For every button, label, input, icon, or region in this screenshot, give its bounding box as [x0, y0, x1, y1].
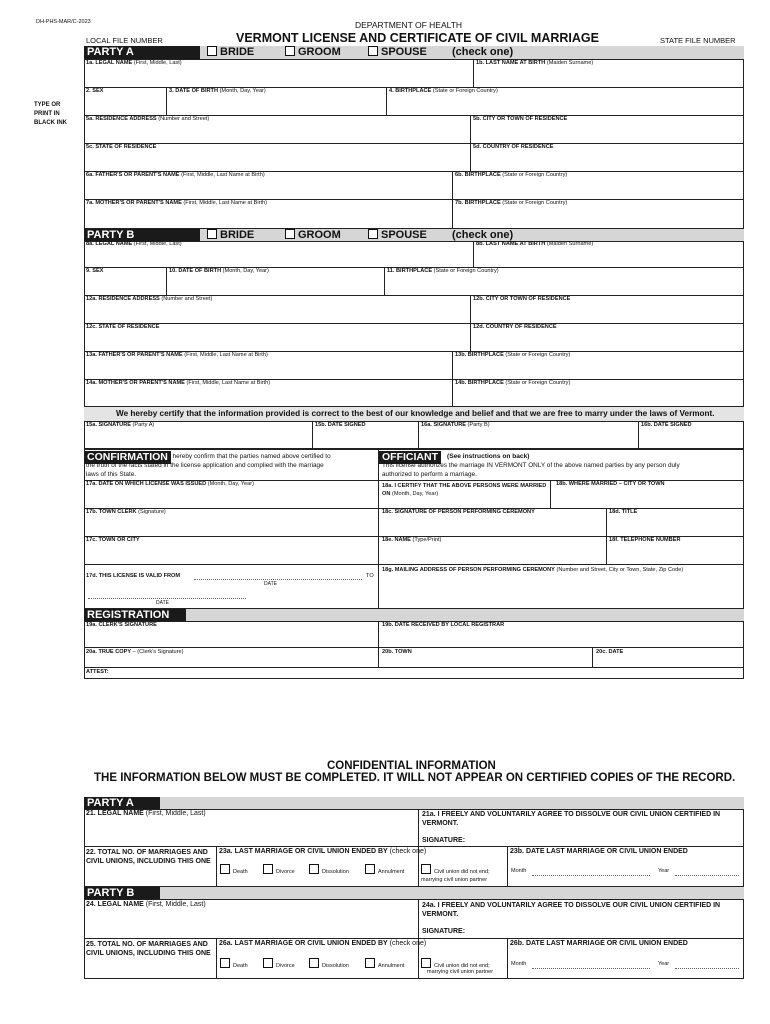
party-a-bride-option[interactable]: BRIDE: [207, 46, 254, 58]
attest-label: ATTEST:: [86, 669, 109, 675]
ended-death-a[interactable]: Death: [220, 864, 248, 876]
checkbox-icon[interactable]: [263, 958, 273, 968]
registration-title: REGISTRATION: [84, 609, 186, 622]
field-20b[interactable]: 20b. TOWN: [382, 649, 412, 655]
field-6b[interactable]: 6b. BIRTHPLACE (State or Foreign Country): [455, 172, 568, 178]
field-24a[interactable]: 24a. I FREELY AND VOLUNTARILY AGREE TO DISSOLVE OUR CIVIL UNION CERTIFIED IN VERMONT.: [422, 902, 721, 918]
checkbox-icon[interactable]: [365, 864, 375, 874]
field-9[interactable]: 9. SEX: [86, 268, 104, 274]
field-21a[interactable]: 21a. I FREELY AND VOLUNTARILY AGREE TO DISSOLVE OUR CIVIL UNION CERTIFIED IN VERMONT.: [422, 811, 721, 827]
field-26b[interactable]: 26b. DATE LAST MARRIAGE OR CIVIL UNION ENDED: [510, 940, 688, 947]
confirmation-text-2: the truth of the facts stated in the license application and complied with the marriage: [86, 462, 324, 469]
field-15b[interactable]: 15b. DATE SIGNED: [315, 422, 366, 428]
field-20a[interactable]: 20a. TRUE COPY – (Clerk's Signature): [86, 649, 184, 655]
ended-civil-a-2: marrying civil union partner: [421, 877, 488, 883]
field-17a[interactable]: 17a. DATE ON WHICH LICENSE WAS ISSUED (Month, Day, Year): [86, 481, 254, 487]
ended-dissolution-b[interactable]: Dissolution: [309, 958, 349, 970]
field-2[interactable]: 2. SEX: [86, 88, 104, 94]
checkbox-icon[interactable]: [285, 46, 295, 56]
field-6a[interactable]: 6a. FATHER'S OR PARENT'S NAME (First, Middle, Last Name at Birth): [86, 172, 265, 178]
confirmation-text-3: laws of this State.: [86, 471, 137, 478]
local-file-number-label: LOCAL FILE NUMBER: [86, 36, 163, 45]
conf-party-a-bar: [84, 797, 744, 809]
field-1b[interactable]: 1b. LAST NAME AT BIRTH (Maiden Surname): [476, 60, 594, 66]
month-line-a[interactable]: [532, 875, 650, 876]
month-label-a: Month: [511, 868, 527, 874]
officiant-instructions: (See instructions on back): [447, 453, 530, 460]
field-4[interactable]: 4. BIRTHPLACE (State or Foreign Country): [389, 88, 498, 94]
field-16b[interactable]: 16b. DATE SIGNED: [641, 422, 692, 428]
checkbox-icon[interactable]: [207, 46, 217, 56]
party-a-spouse-option[interactable]: SPOUSE: [368, 46, 427, 58]
confirmation-title: CONFIRMATION: [84, 451, 171, 464]
field-26a[interactable]: 26a. LAST MARRIAGE OR CIVIL UNION ENDED BY (check one): [219, 940, 427, 947]
checkbox-icon[interactable]: [285, 229, 295, 239]
checkbox-icon[interactable]: [368, 46, 378, 56]
conf-party-b-title: PARTY B: [84, 887, 160, 900]
field-13b[interactable]: 13b. BIRTHPLACE (State or Foreign Country): [455, 352, 571, 358]
checkbox-icon[interactable]: [220, 864, 230, 874]
officiant-title: OFFICIANT: [379, 451, 441, 464]
officiant-text-2: authorized to perform a marriage.: [382, 471, 477, 478]
field-5c[interactable]: 5c. STATE OF RESIDENCE: [86, 144, 157, 150]
checkbox-icon[interactable]: [421, 864, 431, 874]
month-line-b[interactable]: [532, 968, 650, 969]
field-25[interactable]: 25. TOTAL NO. OF MARRIAGES AND CIVIL UNIONS, INCLUDING THIS ONE: [86, 941, 211, 957]
date-caption-2: DATE: [156, 600, 169, 606]
field-24[interactable]: 24. LEGAL NAME (First, Middle, Last): [86, 901, 206, 908]
valid-to-line[interactable]: [88, 598, 246, 599]
party-b-spouse-option[interactable]: SPOUSE: [368, 229, 427, 241]
ended-civil-b[interactable]: Civil union did not end;: [421, 958, 490, 970]
party-b-check-one: (check one): [452, 229, 514, 241]
checkbox-icon[interactable]: [207, 229, 217, 239]
checkbox-icon[interactable]: [421, 958, 431, 968]
checkbox-icon[interactable]: [365, 958, 375, 968]
field-7b[interactable]: 7b. BIRTHPLACE (State or Foreign Country): [455, 200, 568, 206]
field-5b[interactable]: 5b. CITY OR TOWN OF RESIDENCE: [473, 116, 568, 122]
year-label-b: Year: [658, 961, 670, 967]
year-line-a[interactable]: [675, 875, 739, 876]
ended-divorce-b[interactable]: Divorce: [263, 958, 295, 970]
checkbox-icon[interactable]: [309, 864, 319, 874]
checkbox-icon[interactable]: [309, 958, 319, 968]
party-a-check-one: (check one): [452, 46, 514, 58]
signature-label-b: SIGNATURE:: [422, 928, 466, 935]
conf-party-b-bar: [84, 887, 744, 899]
field-18d[interactable]: 18d. TITLE: [609, 509, 638, 515]
officiant-text-1: This license authorizes the marriage IN VERMONT ONLY of the above named parties by any person duly: [382, 462, 680, 469]
field-21[interactable]: 21. LEGAL NAME (First, Middle, Last): [86, 810, 206, 817]
confidential-subtitle: THE INFORMATION BELOW MUST BE COMPLETED. IT WILL NOT APPEAR ON CERTIFIED COPIES OF THE RECORD.: [94, 772, 736, 784]
ended-civil-b-2: marrying civil union partner: [427, 969, 494, 975]
field-19a[interactable]: 19a. CLERK'S SIGNATURE: [86, 622, 157, 628]
field-7a[interactable]: 7a. MOTHER'S OR PARENT'S NAME (First, Middle, Last Name at Birth): [86, 200, 267, 206]
field-17b[interactable]: 17b. TOWN CLERK (Signature): [86, 509, 166, 515]
field-12d[interactable]: 12d. COUNTRY OF RESIDENCE: [473, 324, 557, 330]
ended-annulment-a[interactable]: Annulment: [365, 864, 404, 876]
field-14a[interactable]: 14a. MOTHER'S OR PARENT'S NAME (First, Middle, Last Name at Birth): [86, 380, 271, 386]
field-18b[interactable]: 18b. WHERE MARRIED – CITY OR TOWN: [556, 481, 665, 487]
checkbox-icon[interactable]: [220, 958, 230, 968]
confirmation-text-1: I hereby confirm that the parties named above certified to: [169, 453, 331, 460]
field-16a[interactable]: 16a. SIGNATURE (Party B): [421, 422, 490, 428]
state-file-number-label: STATE FILE NUMBER: [660, 36, 736, 45]
year-line-b[interactable]: [675, 968, 739, 969]
field-5d[interactable]: 5d. COUNTRY OF RESIDENCE: [473, 144, 554, 150]
checkbox-icon[interactable]: [263, 864, 273, 874]
field-14b[interactable]: 14b. BIRTHPLACE (State or Foreign Country): [455, 380, 571, 386]
field-8b[interactable]: 8b. LAST NAME AT BIRTH (Maiden Surname): [476, 241, 594, 247]
field-3[interactable]: 3. DATE OF BIRTH (Month, Day, Year): [169, 88, 266, 94]
valid-from-line[interactable]: [194, 579, 362, 580]
party-b-title: PARTY B: [84, 229, 200, 242]
party-b-groom-option[interactable]: GROOM: [285, 229, 341, 241]
month-label-b: Month: [511, 961, 527, 967]
field-19b[interactable]: 19b. DATE RECEIVED BY LOCAL REGISTRAR: [382, 622, 505, 628]
field-17c[interactable]: 17c. TOWN OR CITY: [86, 537, 140, 543]
form-id: DH-PHS-MAR/C-2023: [36, 19, 91, 25]
field-12c[interactable]: 12c. STATE OF RESIDENCE: [86, 324, 160, 330]
field-17d[interactable]: 17d. THIS LICENSE IS VALID FROM: [86, 573, 181, 579]
signature-label-a: SIGNATURE:: [422, 837, 466, 844]
field-23a[interactable]: 23a. LAST MARRIAGE OR CIVIL UNION ENDED BY (check one): [219, 848, 427, 855]
field-12a[interactable]: 12a. RESIDENCE ADDRESS (Number and Street): [86, 296, 213, 302]
field-13a[interactable]: 13a. FATHER'S OR PARENT'S NAME (First, Middle, Last Name at Birth): [86, 352, 268, 358]
ended-annulment-b[interactable]: Annulment: [365, 958, 404, 970]
certification-statement: We hereby certify that the information provided is correct to the best of our knowledge and belief and that we are free to marry under the laws of Vermont.: [116, 409, 715, 418]
valid-to-label: TO: [366, 573, 374, 579]
ended-dissolution-a[interactable]: Dissolution: [309, 864, 349, 876]
field-18a[interactable]: 18a. I CERTIFY THAT THE ABOVE PERSONS WERE MARRIED ON (Month, Day, Year): [382, 483, 547, 497]
ended-civil-a[interactable]: Civil union did not end;: [421, 864, 490, 876]
field-18f[interactable]: 18f. TELEPHONE NUMBER: [609, 537, 681, 543]
ink-instruction: TYPE OR PRINT IN BLACK INK: [34, 102, 67, 126]
party-b-bride-option[interactable]: BRIDE: [207, 229, 254, 241]
field-18c[interactable]: 18c. SIGNATURE OF PERSON PERFORMING CEREMONY: [382, 509, 535, 515]
field-5a[interactable]: 5a. RESIDENCE ADDRESS (Number and Street): [86, 116, 210, 122]
field-18g[interactable]: 18g. MAILING ADDRESS OF PERSON PERFORMING CEREMONY (Number and Street, City or Town, State, Zip Code): [382, 567, 684, 573]
ended-divorce-a[interactable]: Divorce: [263, 864, 295, 876]
field-10[interactable]: 10. DATE OF BIRTH (Month, Day, Year): [169, 268, 269, 274]
party-a-title: PARTY A: [84, 46, 200, 59]
party-a-groom-option[interactable]: GROOM: [285, 46, 341, 58]
confidential-title: CONFIDENTIAL INFORMATION: [327, 760, 496, 772]
checkbox-icon[interactable]: [368, 229, 378, 239]
field-1a[interactable]: 1a. LEGAL NAME (First, Middle, Last): [86, 60, 182, 66]
field-20c[interactable]: 20c. DATE: [596, 649, 624, 655]
date-caption-1: DATE: [264, 581, 277, 587]
year-label-a: Year: [658, 868, 670, 874]
form-title: VERMONT LICENSE AND CERTIFICATE OF CIVIL MARRIAGE: [236, 31, 599, 45]
field-22[interactable]: 22. TOTAL NO. OF MARRIAGES AND CIVIL UNIONS, INCLUDING THIS ONE: [86, 849, 211, 865]
conf-party-a-title: PARTY A: [84, 797, 160, 810]
field-11[interactable]: 11. BIRTHPLACE (State or Foreign Country): [387, 268, 499, 274]
field-12b[interactable]: 12b. CITY OR TOWN OF RESIDENCE: [473, 296, 571, 302]
ended-death-b[interactable]: Death: [220, 958, 248, 970]
field-15a[interactable]: 15a. SIGNATURE (Party A): [86, 422, 155, 428]
field-18e[interactable]: 18e. NAME (Type/Print): [382, 537, 442, 543]
field-23b[interactable]: 23b. DATE LAST MARRIAGE OR CIVIL UNION ENDED: [510, 848, 688, 855]
department-name: DEPARTMENT OF HEALTH: [355, 20, 463, 30]
field-8a[interactable]: 8a. LEGAL NAME (First, Middle, Last): [86, 241, 182, 247]
